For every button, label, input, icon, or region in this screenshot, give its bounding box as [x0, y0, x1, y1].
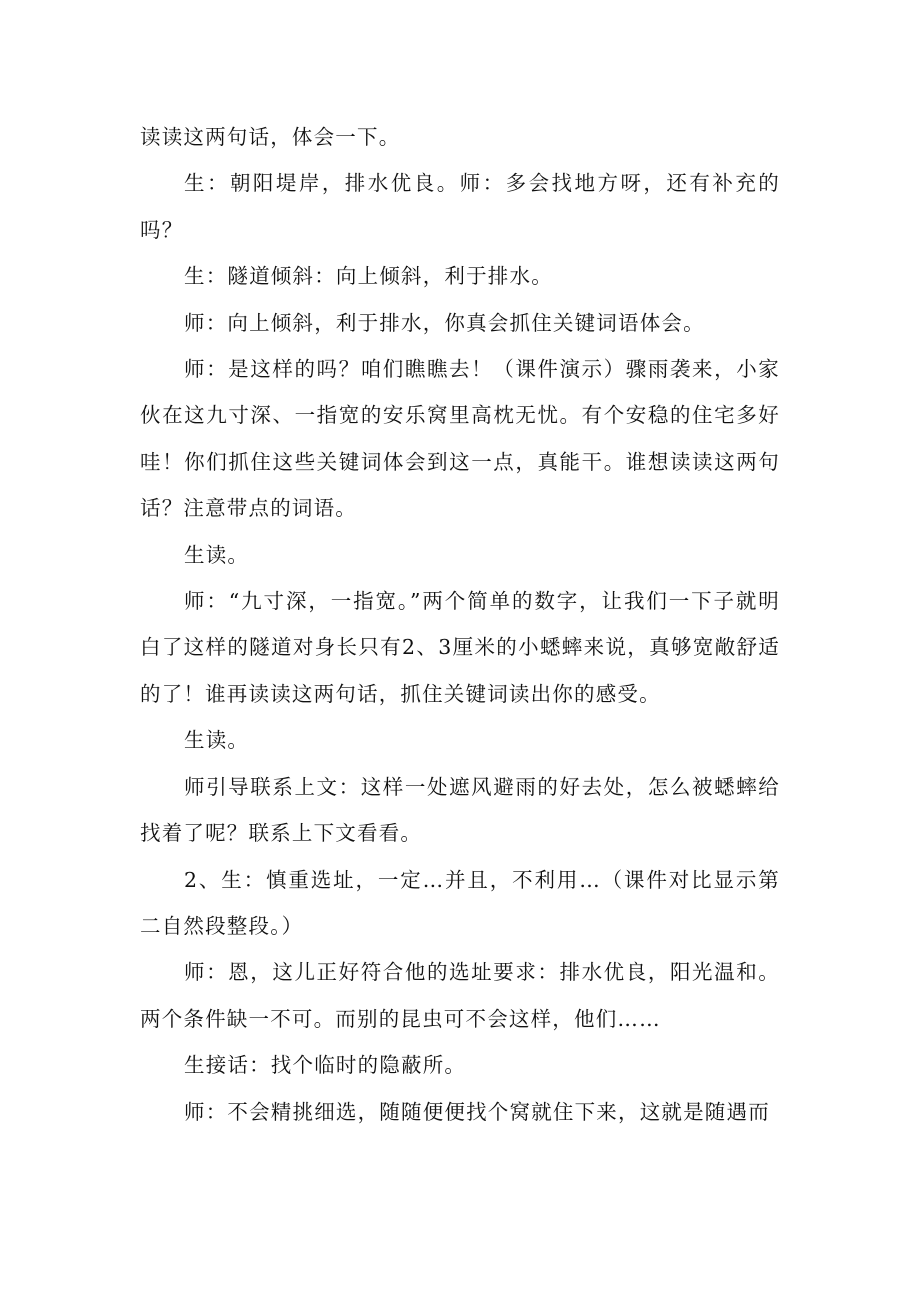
document-body	[140, 114, 780, 1135]
paragraph: 师：“九寸深，一指宽。”两个简单的数字，让我们一下子就明白了这样的隧道对身长只有2、3厘米的小蟋蟀来说，真够宽敞舒适的了！谁再读读这两句话，抓住关键词读出你的感受。	[140, 589, 780, 706]
paragraph: 生接话：找个临时的隐蔽所。	[184, 1053, 467, 1078]
paragraph: 生读。	[184, 728, 250, 753]
paragraph: 师：向上倾斜，利于排水，你真会抓住关键词语体会。	[184, 310, 705, 335]
paragraph: 师引导联系上文：这样一处遮风避雨的好去处，怎么被蟋蟀给找着了呢？联系上下文看看。	[140, 774, 780, 846]
paragraph: 2、生：慎重选址，一定…并且，不利用…（课件对比显示第二自然段整段。）	[140, 867, 780, 938]
paragraph: 生：隧道倾斜：向上倾斜，利于排水。	[184, 264, 553, 289]
paragraph: 生读。	[184, 542, 250, 567]
paragraph: 师：恩，这儿正好符合他的选址要求：排水优良，阳光温和。两个条件缺一不可。而别的昆虫可不会这样，他们……	[140, 960, 780, 1031]
paragraph: 师：是这样的吗？咱们瞧瞧去！（课件演示）骤雨袭来，小家伙在这九寸深、一指宽的安乐窝里高枕无忧。有个安稳的住宅多好哇！你们抓住这些关键词体会到这一点，真能干。谁想读读这两句话？注意带点的词语。	[140, 357, 780, 521]
paragraph: 读读这两句话，体会一下。	[140, 125, 401, 149]
paragraph: 师：不会精挑细选，随随便便找个窝就住下来，这就是随遇而	[184, 1099, 770, 1124]
paragraph: 生：朝阳堤岸，排水优良。师：多会找地方呀，还有补充的吗？	[140, 171, 780, 242]
